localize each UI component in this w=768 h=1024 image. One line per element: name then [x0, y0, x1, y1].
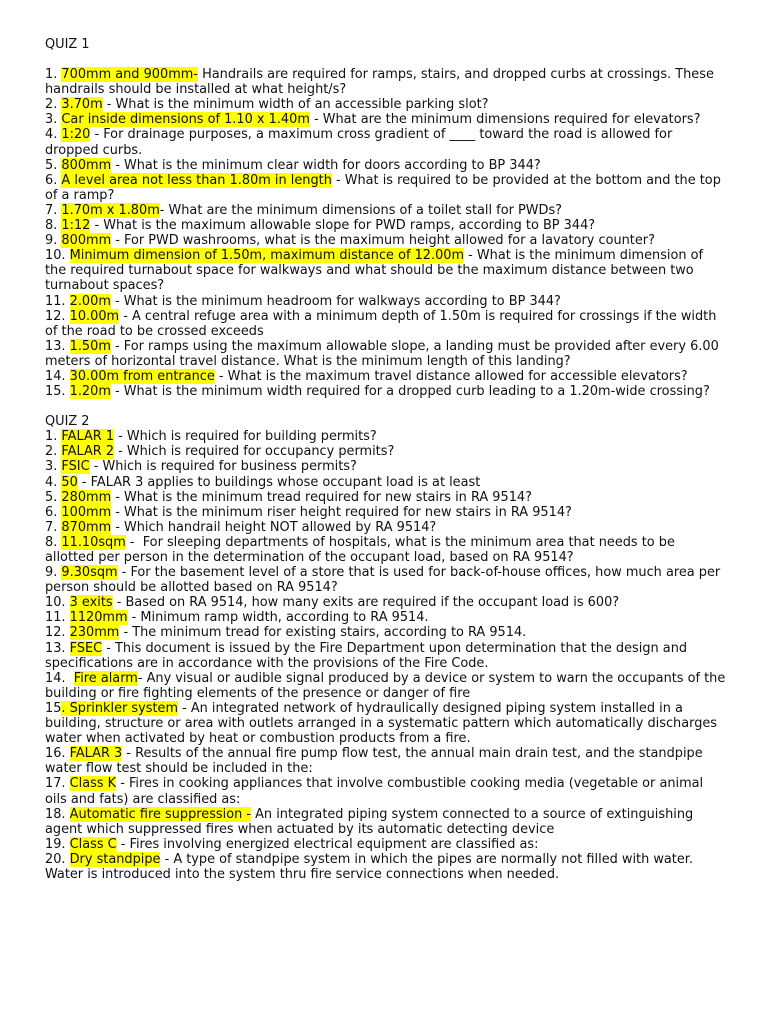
question-text: - What is the maximum travel distance allowed for accessible elevators? — [214, 368, 688, 384]
highlighted-answer: FSEC — [69, 640, 103, 656]
question-item — [45, 248, 728, 293]
question-text: - What is the minimum clear width for doors according to BP 344? — [111, 157, 541, 173]
highlighted-answer: 800mm — [61, 233, 112, 249]
highlighted-answer: 1:12 — [61, 218, 91, 234]
question-text: An integrated piping system connected to a source of extinguishing agent which suppressed fires when actuated by its automatic detecting device — [45, 806, 698, 837]
question-number: 13. — [45, 338, 66, 354]
question-item — [45, 641, 728, 671]
spacer — [66, 248, 70, 263]
question-number: 19. — [45, 836, 66, 852]
question-item — [45, 746, 728, 776]
quiz-2-title: QUIZ 2 — [45, 414, 90, 430]
question-text: - Results of the annual fire pump flow test, the annual main drain test, and the standpipe water flow test should be included in the: — [45, 746, 707, 777]
highlighted-answer: FALAR 2 — [61, 444, 115, 460]
highlighted-answer: Fire alarm — [73, 670, 138, 686]
question-text: - A central refuge area with a minimum depth of 1.50m is required for crossings if the width of the road to be crossed exceeds — [45, 308, 721, 339]
question-item — [45, 459, 728, 474]
question-number: 15. — [45, 384, 66, 400]
spacer — [66, 309, 70, 324]
question-text: Handrails are required for ramps, stairs, and dropped curbs at crossings. These handrails should be installed at what height/s? — [45, 67, 718, 98]
question-item — [45, 309, 728, 339]
highlighted-answer: FALAR 1 — [61, 429, 115, 445]
question-text: - This document is issued by the Fire Department upon determination that the design and specifications are in accordance with the provisions of the Fire Code. — [45, 640, 692, 671]
question-number: 5. — [45, 157, 58, 173]
question-text: - For the basement level of a store that is used for back-of-house offices, how much area per person should be allotted based on RA 9514? — [45, 565, 725, 596]
question-text: - For drainage purposes, a maximum cross gradient of ____ toward the road is allowed for dropped curbs. — [45, 127, 677, 158]
question-item — [45, 595, 728, 610]
question-text: - A type of standpipe system in which the pipes are normally not filled with water. Water is introduced into the system thru fire service connections when needed. — [45, 851, 698, 882]
question-number: 17. — [45, 776, 66, 792]
question-text: - What is the minimum headroom for walkways according to BP 344? — [110, 293, 561, 309]
question-text: - What is the minimum width required for a dropped curb leading to a 1.20m-wide crossing? — [110, 384, 710, 400]
question-number: 11. — [45, 293, 66, 309]
question-item — [45, 610, 728, 625]
question-item — [45, 218, 728, 233]
question-text: - Which is required for business permits? — [89, 459, 357, 475]
question-number: 14. — [45, 670, 66, 686]
question-number: 15 — [45, 700, 62, 716]
question-item — [45, 837, 728, 852]
highlighted-answer: 2.00m — [69, 293, 111, 309]
highlighted-answer: 1.50m — [69, 338, 111, 354]
highlighted-answer: 1.70m x 1.80m — [61, 202, 160, 218]
highlighted-answer: Car inside dimensions of 1.10 x 1.40m — [61, 112, 310, 128]
spacer — [66, 746, 70, 761]
question-number: 9. — [45, 565, 58, 581]
highlighted-answer: A level area not less than 1.80m in length — [61, 172, 332, 188]
question-item — [45, 505, 728, 520]
question-text: - What is the minimum width of an accessible parking slot? — [102, 97, 489, 113]
spacer — [66, 369, 70, 384]
question-number: 1. — [45, 67, 58, 83]
question-text: - What is the minimum tread required for new stairs in RA 9514? — [111, 489, 532, 505]
question-item — [45, 807, 728, 837]
question-item — [45, 127, 728, 157]
question-number: 6. — [45, 172, 58, 188]
question-text: - What is the maximum allowable slope for PWD ramps, according to BP 344? — [90, 218, 596, 234]
question-number: 18. — [45, 806, 66, 822]
question-number: 12. — [45, 308, 66, 324]
spacer — [66, 294, 70, 309]
question-text: - Based on RA 9514, how many exits are required if the occupant load is 600? — [112, 595, 620, 611]
question-item — [45, 776, 728, 806]
question-item — [45, 535, 728, 565]
spacer — [66, 807, 70, 822]
question-item — [45, 67, 728, 97]
highlighted-answer: 700mm and 900mm- — [61, 67, 198, 83]
question-text: - Which handrail height NOT allowed by RA 9514? — [111, 519, 437, 535]
question-number: 1. — [45, 429, 58, 445]
highlighted-answer: FALAR 3 — [69, 746, 123, 762]
question-number: 2. — [45, 444, 58, 460]
question-item — [45, 671, 728, 701]
question-number: 6. — [45, 504, 58, 520]
highlighted-answer: 50 — [61, 474, 78, 490]
question-item — [45, 203, 728, 218]
question-text: - What is required to be provided at the bottom and the top of a ramp? — [45, 172, 725, 203]
question-item — [45, 158, 728, 173]
question-text: - Fires in cooking appliances that involve combustible cooking media (vegetable or animal oils and fats) are classified as: — [45, 776, 708, 807]
highlighted-answer: 10.00m — [69, 308, 120, 324]
spacer — [66, 852, 70, 867]
question-item — [45, 520, 728, 535]
highlighted-answer: 800mm — [61, 157, 112, 173]
spacer — [66, 384, 70, 399]
question-text: - An integrated network of hydraulically designed piping system installed in a building, structure or area with outlets arranged in a systematic pattern which automatically discharges water when activated by heat or combustion products from a fire. — [45, 700, 722, 747]
question-item — [45, 173, 728, 203]
question-item — [45, 852, 728, 882]
highlighted-answer: FSIC — [61, 459, 90, 475]
question-number: 16. — [45, 746, 66, 762]
question-number: 10. — [45, 248, 66, 264]
spacer — [66, 641, 70, 656]
quiz-2-list — [45, 429, 728, 882]
spacer — [66, 339, 70, 354]
question-item — [45, 294, 728, 309]
highlighted-answer: 100mm — [61, 504, 112, 520]
highlighted-answer: 1.20m — [69, 384, 111, 400]
question-item — [45, 233, 728, 248]
highlighted-answer: Class K — [69, 776, 117, 792]
question-number: 5. — [45, 489, 58, 505]
question-item — [45, 475, 728, 490]
question-number: 4. — [45, 474, 58, 490]
question-number: 9. — [45, 233, 58, 249]
question-item — [45, 625, 728, 640]
question-text: - What is the minimum dimension of the required turnabout space for walkways and what should be the maximum distance between two turnabout spaces? — [45, 248, 708, 294]
question-item — [45, 112, 728, 127]
question-text: - Which is required for occupancy permits? — [114, 444, 395, 460]
spacer — [66, 837, 70, 852]
highlighted-answer: 3.70m — [61, 97, 103, 113]
question-text: - Any visual or audible signal produced by a device or system to warn the occupants of the building or fire fighting elements of the presence or danger of fire — [45, 670, 730, 701]
question-number: 7. — [45, 202, 58, 218]
question-number: 3. — [45, 112, 58, 128]
spacer — [66, 610, 70, 625]
highlighted-answer: Class C — [69, 836, 117, 852]
spacer — [66, 595, 70, 610]
question-number: 10. — [45, 595, 66, 611]
highlighted-answer: . Sprinkler system — [61, 700, 178, 716]
question-number: 2. — [45, 97, 58, 113]
quiz-1-list — [45, 67, 728, 399]
highlighted-answer: 870mm — [61, 519, 112, 535]
question-number: 12. — [45, 625, 66, 641]
highlighted-answer: 9.30sqm — [61, 565, 118, 581]
highlighted-answer: 3 exits — [69, 595, 113, 611]
question-item — [45, 369, 728, 384]
highlighted-answer: Dry standpipe — [69, 851, 161, 867]
question-item — [45, 384, 728, 399]
question-text: - FALAR 3 applies to buildings whose occupant load is at least — [77, 474, 481, 490]
question-number: 20. — [45, 851, 66, 867]
question-text: - The minimum tread for existing stairs, according to RA 9514. — [119, 625, 527, 641]
question-item — [45, 339, 728, 369]
question-number: 4. — [45, 127, 58, 143]
question-text: - Fires involving energized electrical equipment are classified as: — [116, 836, 539, 852]
spacer — [66, 776, 70, 791]
question-text: - What are the minimum dimensions required for elevators? — [309, 112, 701, 128]
question-number: 14. — [45, 368, 66, 384]
highlighted-answer: 1120mm — [69, 610, 128, 626]
question-number: 13. — [45, 640, 66, 656]
highlighted-answer: Minimum dimension of 1.50m, maximum distance of 12.00m — [69, 248, 465, 264]
question-number: 3. — [45, 459, 58, 475]
quiz-1-title: QUIZ 1 — [45, 37, 90, 52]
highlighted-answer: 11.10sqm — [61, 534, 126, 550]
question-item — [45, 444, 728, 459]
highlighted-answer: 30.00m from entrance — [69, 368, 215, 384]
question-text: - Minimum ramp width, according to RA 9514. — [127, 610, 429, 626]
question-item — [45, 97, 728, 112]
question-text: - For PWD washrooms, what is the maximum height allowed for a lavatory counter? — [111, 233, 655, 249]
question-text: - Which is required for building permits? — [114, 429, 377, 445]
question-item — [45, 429, 728, 444]
question-text: - What is the minimum riser height required for new stairs in RA 9514? — [111, 504, 572, 520]
question-number: 8. — [45, 534, 58, 550]
question-number: 8. — [45, 218, 58, 234]
question-item — [45, 701, 728, 746]
question-item — [45, 490, 728, 505]
question-text: - For ramps using the maximum allowable slope, a landing must be provided after every 6.00 meters of horizontal travel distance. What is the minimum length of this landing? — [45, 338, 723, 369]
highlighted-answer: Automatic fire suppression - — [69, 806, 252, 822]
spacer — [66, 625, 70, 640]
question-number: 11. — [45, 610, 66, 626]
question-text: - For sleeping departments of hospitals, what is the minimum area that needs to be allotted per person in the determination of the occupant load, based on RA 9514? — [45, 534, 680, 565]
question-text: - What are the minimum dimensions of a toilet stall for PWDs? — [159, 202, 562, 218]
highlighted-answer: 280mm — [61, 489, 112, 505]
question-item — [45, 565, 728, 595]
spacer — [66, 671, 74, 686]
question-number: 7. — [45, 519, 58, 535]
highlighted-answer: 230mm — [69, 625, 120, 641]
highlighted-answer: 1:20 — [61, 127, 91, 143]
